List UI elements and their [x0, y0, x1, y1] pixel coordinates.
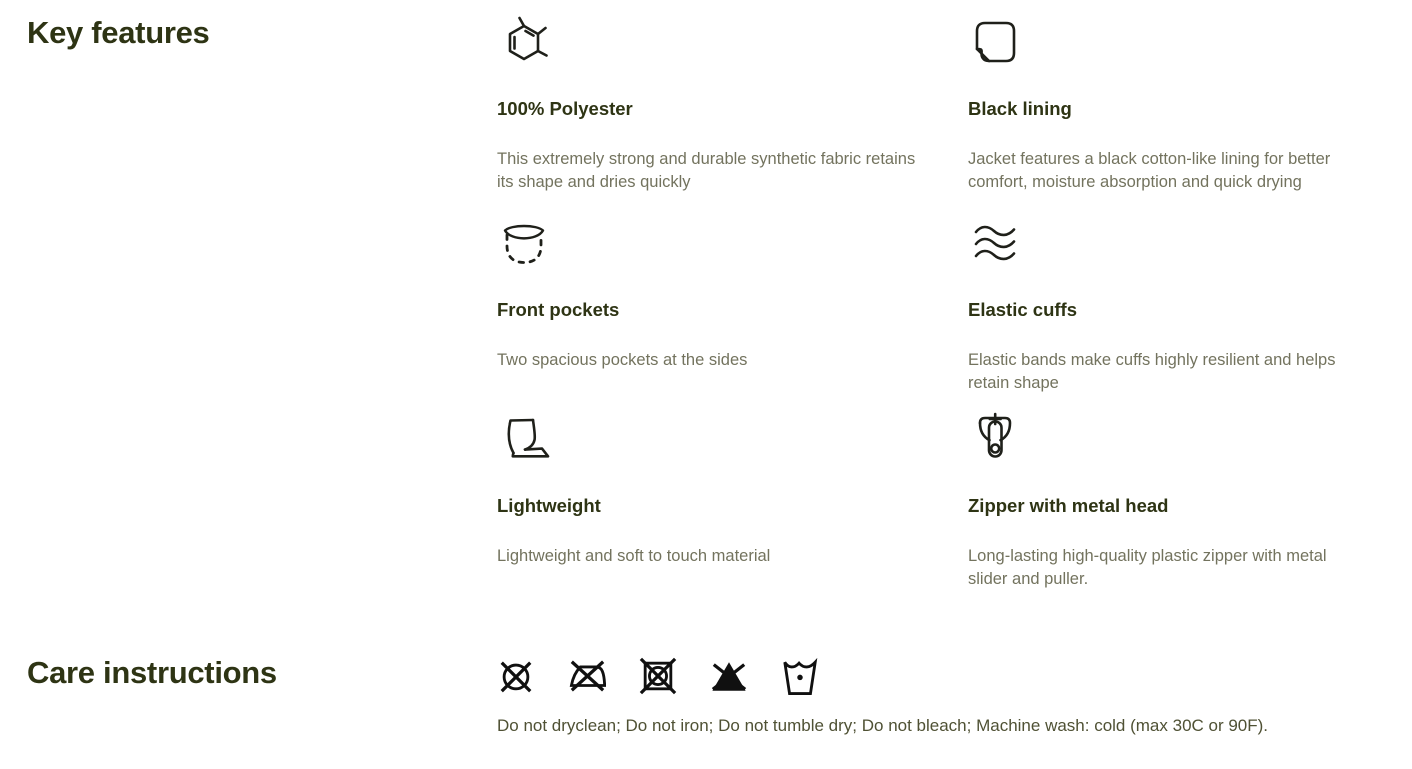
feature-title: Elastic cuffs: [968, 299, 1077, 320]
feature-title: Zipper with metal head: [968, 495, 1169, 516]
feature-polyester: [497, 14, 968, 215]
black-lining-icon: [968, 14, 1370, 68]
feature-black-lining: [968, 14, 1412, 215]
feature-title: 100% Polyester: [497, 98, 633, 119]
care-instructions-heading: Care instructions: [27, 655, 277, 690]
care-instructions-text: Do not dryclean; Do not iron; Do not tumble dry; Do not bleach; Machine wash: cold (max 30C or 90F).: [497, 716, 1269, 735]
key-features-section: [27, 14, 1412, 591]
feature-description: Jacket features a black cotton-like lining for better comfort, moisture absorption and quick drying: [968, 150, 1331, 191]
feature-lightweight: [497, 411, 968, 591]
feature-description: Elastic bands make cuffs highly resilient and helps retain shape: [968, 351, 1336, 392]
feature-description: This extremely strong and durable synthetic fabric retains its shape and dries quickly: [497, 150, 916, 191]
care-instructions-section: [27, 654, 1412, 737]
elastic-cuffs-icon: [968, 215, 1370, 269]
do-not-dryclean-icon: [497, 656, 535, 696]
feature-description: Long-lasting high-quality plastic zipper with metal slider and puller.: [968, 547, 1327, 588]
feature-description: Two spacious pockets at the sides: [497, 351, 748, 369]
front-pockets-icon: [497, 215, 926, 269]
zipper-icon: [968, 411, 1370, 465]
feature-zipper: [968, 411, 1412, 591]
feature-front-pockets: [497, 215, 968, 411]
do-not-tumble-dry-icon: [639, 656, 677, 696]
feature-title: Front pockets: [497, 299, 620, 320]
feature-title: Black lining: [968, 98, 1072, 119]
do-not-bleach-icon: [710, 656, 748, 696]
lightweight-icon: [497, 411, 926, 465]
feature-title: Lightweight: [497, 495, 601, 516]
feature-elastic-cuffs: [968, 215, 1412, 411]
do-not-iron-icon: [568, 656, 606, 696]
care-icons-row: [497, 656, 1412, 696]
key-features-heading: Key features: [27, 15, 210, 50]
machine-wash-icon: [781, 656, 819, 696]
feature-description: Lightweight and soft to touch material: [497, 547, 771, 565]
polyester-icon: [497, 14, 926, 68]
